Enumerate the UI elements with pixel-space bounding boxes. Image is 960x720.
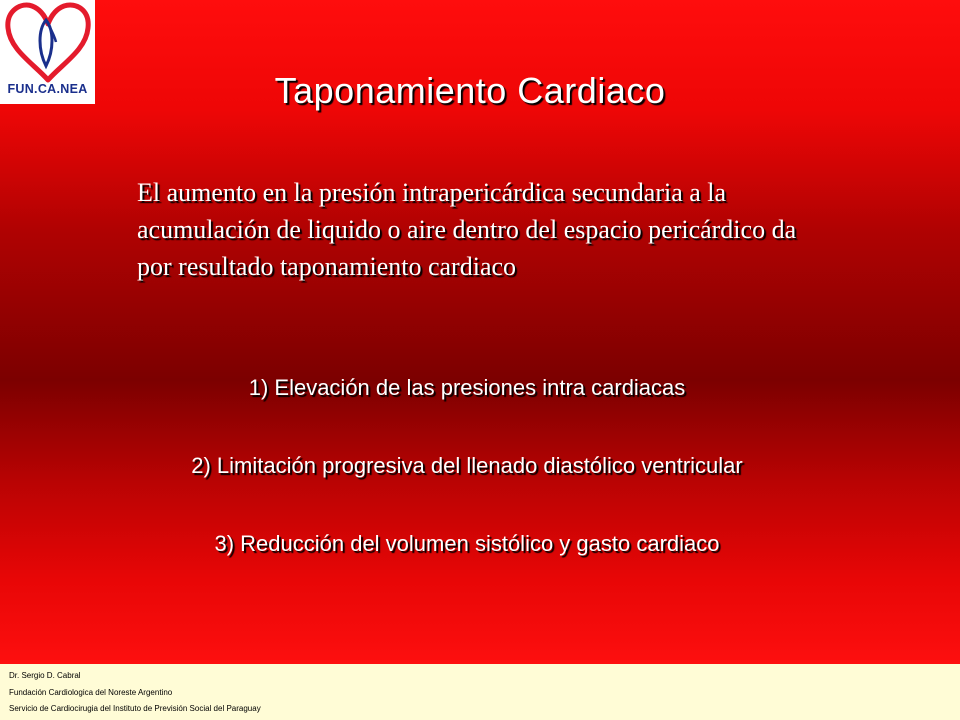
footer-author: Dr. Sergio D. Cabral	[9, 671, 81, 680]
slide-title: Taponamiento Cardiaco	[274, 70, 666, 111]
footer	[0, 664, 960, 720]
footer-service: Servicio de Cardiocirugia del Instituto de Previsión Social del Paraguay	[9, 704, 261, 713]
point-1: 1) Elevación de las presiones intra cardiacas	[248, 375, 686, 400]
footer-organization: Fundación Cardiologica del Noreste Argentino	[9, 688, 173, 697]
point-2: 2) Limitación progresiva del llenado diastólico ventricular	[191, 453, 743, 478]
intro-paragraph: El aumento en la presión intrapericárdica secundaria a la acumulación de liquido o aire dentro del espacio pericárdico da por resultado taponamiento cardiaco	[137, 178, 797, 281]
point-3: 3) Reducción del volumen sistólico y gasto cardiaco	[214, 531, 720, 556]
logo-text: FUN.CA.NEA	[7, 82, 88, 96]
